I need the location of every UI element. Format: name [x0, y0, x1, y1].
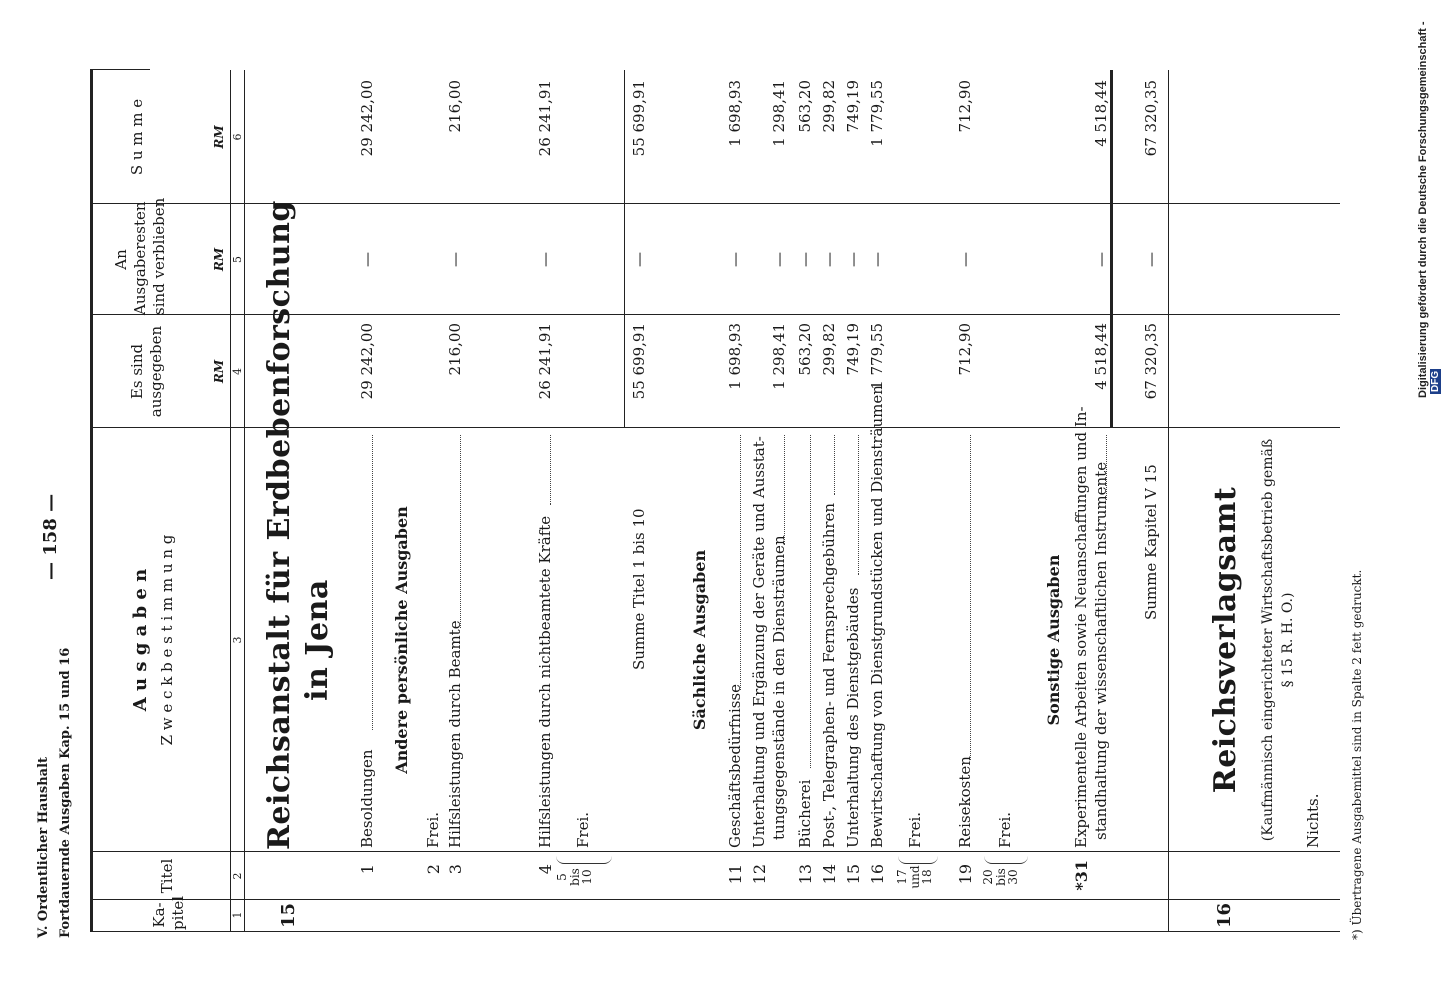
chapter-16-note-2: § 15 R. H. O.) — [1280, 592, 1296, 688]
row-3-rest: — — [446, 252, 464, 267]
colno-1: 1 — [231, 911, 244, 919]
unit-col4: RM — [212, 359, 226, 384]
row-11-amount: 1 698,93 — [726, 323, 744, 390]
row-31-label: Experimentelle Arbeiten sowie Neuanschaffungen und In- — [1072, 406, 1090, 848]
row-14-amount: 299,82 — [820, 323, 838, 376]
row-15-leader — [844, 435, 859, 575]
row-1-rest: — — [358, 252, 376, 267]
row-20-30-label: Frei. — [996, 811, 1014, 848]
row-5-10-label: Frei. — [574, 811, 592, 848]
chapter-16-title: Reichsverlagsamt — [1208, 486, 1243, 794]
andere-heading: Andere persönliche Ausgaben — [392, 506, 411, 774]
row-31-leader — [1092, 435, 1107, 500]
row-19-label: Reisekosten — [956, 756, 974, 848]
row-14-leader — [820, 435, 835, 495]
brace-17-18 — [898, 853, 938, 864]
row-11-sum: 1 698,93 — [726, 80, 744, 147]
table-top-rule — [90, 70, 93, 932]
col-titel-divider — [90, 851, 1340, 852]
row-1-label: Besoldungen — [358, 749, 376, 848]
header-ausgabereste: An Ausgaberesten sind verblieben — [112, 197, 168, 315]
footnote: *) Übertragene Ausgabemittel sind in Spalte 2 fett gedruckt. — [1350, 569, 1364, 940]
row-12-rest: — — [770, 252, 788, 267]
row-3-amount: 216,00 — [446, 323, 464, 376]
chapter-15-end-rule — [1168, 70, 1169, 932]
row-12-label-2: tungsgegenstände in den Diensträumen — [770, 535, 788, 840]
dfg-logo: DFG — [1430, 370, 1441, 392]
row-13-amount: 563,20 — [796, 323, 814, 376]
colno-2: 2 — [231, 872, 244, 880]
unit-col6: RM — [212, 125, 226, 149]
row-3-label: Hilfsleistungen durch Beamte — [446, 620, 464, 848]
sonstige-heading: Sonstige Ausgaben — [1044, 554, 1063, 726]
sum-kapitel-rest: — — [1142, 252, 1160, 267]
row-16-rest: — — [868, 252, 886, 267]
header-zweckbestimmung: Z w e c k b e s t i m m u n g — [158, 534, 176, 746]
row-16-sum: 1 779,55 — [868, 80, 886, 147]
row-20-30-titel: 20 bis 30 — [981, 868, 1021, 886]
header-summe: S u m m e — [128, 98, 146, 176]
row-1-titel: 1 — [358, 864, 377, 875]
row-11-label: Geschäftsbedürfnisse — [726, 683, 744, 848]
row-12-label: Unterhaltung und Ergänzung der Geräte und Ausstat- — [750, 436, 768, 848]
row-16-titel: 16 — [868, 864, 887, 885]
row-5-10-titel: 5 bis 10 — [555, 868, 595, 886]
sum-titles-total: 55 699,91 — [630, 80, 648, 157]
brace-20-30 — [984, 853, 1028, 864]
row-4-titel: 4 — [536, 864, 555, 875]
running-head-left-2: Fortdauernde Ausgaben Kap. 15 und 16 — [58, 647, 73, 938]
colno-3: 3 — [231, 636, 244, 644]
row-16-label: Bewirtschaftung von Dienstgrundstücken und Diensträumen — [868, 385, 886, 848]
column-number-rule — [244, 70, 245, 932]
colno-5: 5 — [231, 256, 244, 263]
sum-kapitel-label: Summe Kapitel V 15 — [1142, 464, 1160, 620]
sum-titles-rest: — — [630, 252, 648, 267]
left-border — [90, 931, 1340, 932]
row-4-leader — [536, 435, 551, 505]
row-12-amount: 1 298,41 — [770, 323, 788, 390]
row-4-label: Hilfsleistungen durch nichtbeamtete Kräfte — [536, 515, 554, 848]
sum-kapitel-total: 67 320,35 — [1142, 80, 1160, 157]
row-31-label-2: standhaltung der wissenschaftlichen Instrumente — [1092, 461, 1110, 840]
row-3-sum: 216,00 — [446, 80, 464, 133]
chapter-16-nichts: Nichts. — [1304, 793, 1322, 848]
chapter-16-number: 16 — [1214, 902, 1235, 928]
side-credit — [1417, 8, 1441, 398]
row-19-titel: 19 — [956, 864, 975, 885]
row-19-sum: 712,90 — [956, 80, 974, 133]
row-16-amount: 1 779,55 — [868, 323, 886, 390]
colno-6: 6 — [231, 133, 244, 141]
sum-kapitel-amount: 67 320,35 — [1142, 323, 1160, 400]
sum-titles-amount: 55 699,91 — [630, 323, 648, 400]
header-ausgegeben: Es sind ausgegeben — [128, 325, 165, 418]
row-12-leader — [770, 435, 785, 545]
chapter-15-title: Reichsanstalt für Erdbebenforschung — [262, 200, 297, 850]
chapter-15-number: 15 — [278, 902, 299, 928]
row-13-sum: 563,20 — [796, 80, 814, 133]
row-13-titel: 13 — [796, 864, 815, 885]
brace-5-10 — [556, 853, 612, 864]
row-15-rest: — — [844, 252, 862, 267]
row-12-sum: 1 298,41 — [770, 80, 788, 147]
header-ausgaben: A u s g a b e n — [130, 568, 151, 712]
row-17-18-titel: 17 und 18 — [895, 865, 935, 889]
running-head-left: V. Ordentlicher Haushalt — [36, 756, 51, 938]
row-1-sum: 29 242,00 — [358, 80, 376, 157]
row-12-titel: 12 — [750, 864, 769, 885]
sum-titles-label: Summe Titel 1 bis 10 — [630, 508, 648, 670]
row-3-titel: 3 — [446, 864, 465, 875]
row-1-amount: 29 242,00 — [358, 323, 376, 400]
row-2-label: Frei. — [424, 811, 442, 848]
row-4-sum: 26 241,91 — [536, 80, 554, 157]
row-11-rest: — — [726, 252, 744, 267]
row-19-leader — [956, 435, 971, 760]
chapter-15-title-2: in Jena — [300, 579, 335, 701]
row-4-rest: — — [536, 252, 554, 267]
row-13-leader — [796, 435, 811, 768]
col-kapitel-divider — [90, 899, 1340, 900]
row-19-rest: — — [956, 252, 974, 267]
row-31-rest: — — [1092, 252, 1110, 267]
row-19-amount: 712,90 — [956, 323, 974, 376]
unit-col5: RM — [212, 247, 226, 272]
row-31-amount: 4 518,44 — [1092, 323, 1110, 390]
row-15-label: Unterhaltung des Dienstgebäudes — [844, 587, 862, 848]
row-13-label: Bücherei — [796, 779, 814, 848]
row-13-rest: — — [796, 252, 814, 267]
row-14-label: Post-, Telegraphen- und Fernsprechgebühren — [820, 502, 838, 848]
chapter-total-rule — [1110, 70, 1113, 428]
row-15-titel: 15 — [844, 864, 863, 885]
row-14-titel: 14 — [820, 864, 839, 885]
row-14-sum: 299,82 — [820, 80, 838, 133]
row-17-18-label: Frei. — [906, 811, 924, 848]
row-11-titel: 11 — [726, 864, 745, 885]
sachliche-heading: Sächliche Ausgaben — [690, 549, 709, 731]
chapter-16-note: (Kaufmännisch eingerichteter Wirtschaftsbetrieb gemäß — [1260, 438, 1276, 842]
row-31-titel: *31 — [1072, 860, 1091, 891]
row-11-leader — [726, 435, 741, 690]
row-15-sum: 749,19 — [844, 80, 862, 133]
row-31-sum: 4 518,44 — [1092, 80, 1110, 147]
row-4-amount: 26 241,91 — [536, 323, 554, 400]
row-1-leader — [358, 435, 373, 730]
row-3-leader — [446, 435, 461, 628]
row-14-rest: — — [820, 252, 838, 267]
row-2-titel: 2 — [424, 864, 443, 875]
page-number: — 158 — — [40, 493, 61, 580]
side-credit-text: Digitalisierung gefördert durch die Deutsche Forschungsgemeinschaft - — [1417, 21, 1429, 398]
colno-4: 4 — [231, 368, 244, 375]
header-kapitel: Ka- pitel — [150, 895, 187, 930]
header-titel: Titel — [158, 858, 176, 894]
row-15-amount: 749,19 — [844, 323, 862, 376]
subtotal-rule — [624, 70, 625, 428]
